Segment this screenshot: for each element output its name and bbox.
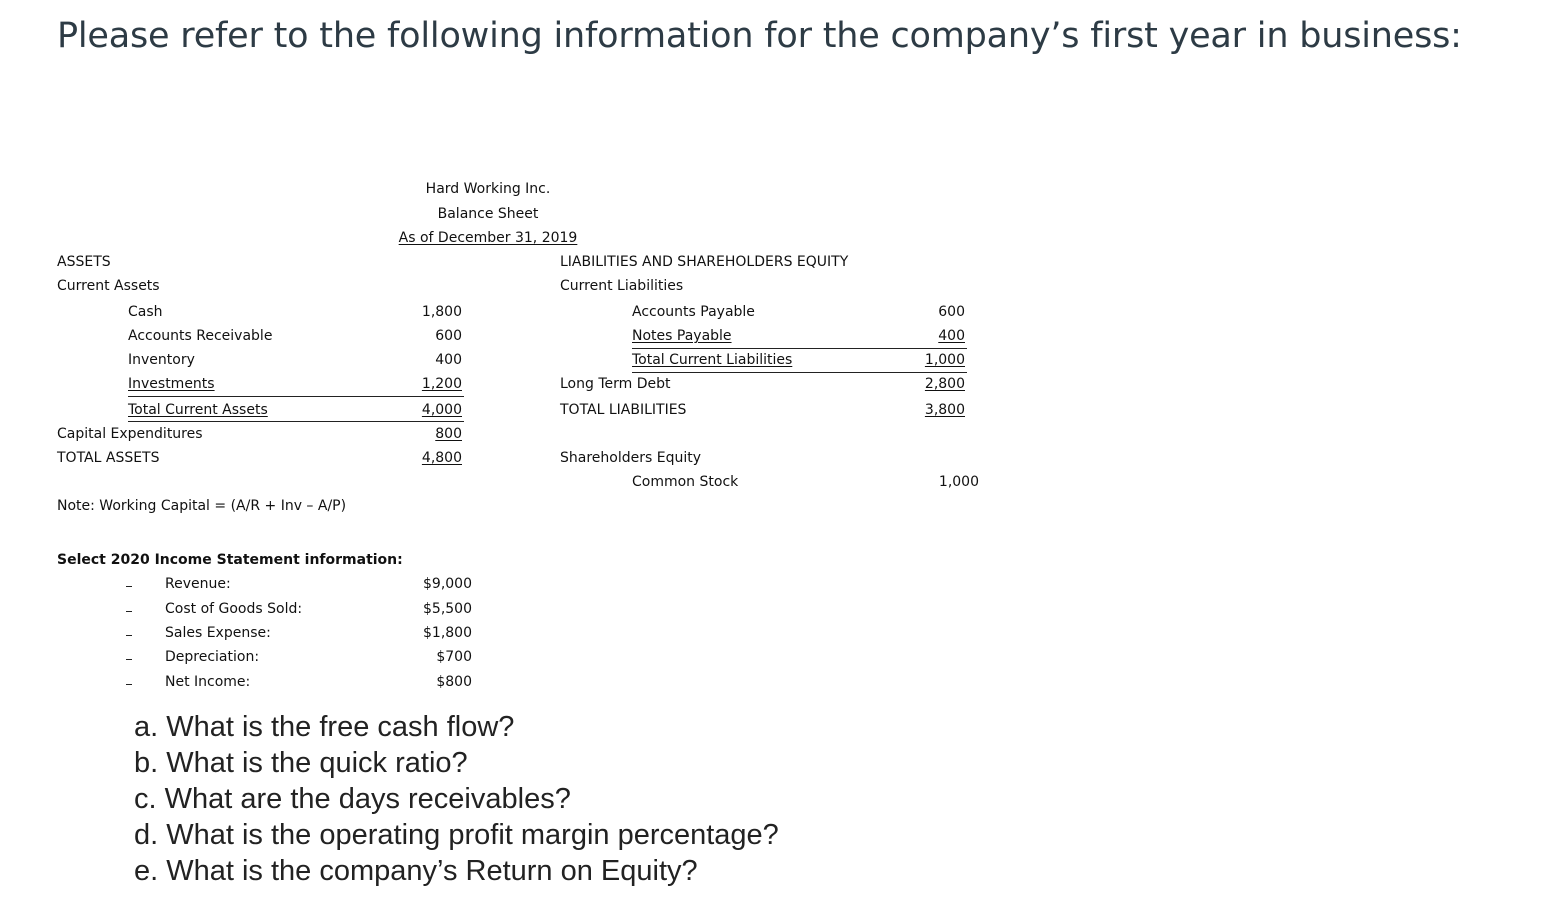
long-term-debt-value: 2,800: [924, 376, 965, 392]
total-assets-label: TOTAL ASSETS: [57, 450, 160, 466]
question-a: a. What is the free cash flow?: [134, 711, 515, 743]
capital-expenditures-value: 800: [435, 426, 462, 442]
total-liabilities-value: 3,800: [924, 402, 965, 418]
shareholders-equity-header: Shareholders Equity: [560, 450, 701, 466]
bullet-dash: [126, 586, 132, 587]
cash-value: 1,800: [421, 304, 462, 320]
depreciation-label: Depreciation:: [165, 649, 260, 665]
net-income-value: $800: [436, 674, 472, 690]
revenue-value: $9,000: [423, 576, 472, 592]
notes-payable-rule: [632, 348, 967, 349]
total-current-liabilities-value: 1,000: [924, 352, 965, 368]
sheet-date: As of December 31, 2019: [398, 230, 578, 246]
investments-rule: [128, 396, 464, 397]
total-current-liabilities-rule: [632, 372, 967, 373]
sales-expense-label: Sales Expense:: [165, 625, 271, 641]
inventory-label: Inventory: [128, 352, 195, 368]
sales-expense-value: $1,800: [423, 625, 472, 641]
net-income-label: Net Income:: [165, 674, 251, 690]
capital-expenditures-label: Capital Expenditures: [57, 426, 203, 442]
revenue-label: Revenue:: [165, 576, 231, 592]
notes-payable-value: 400: [938, 328, 965, 344]
common-stock-label: Common Stock: [632, 474, 739, 490]
company-name: Hard Working Inc.: [425, 181, 551, 197]
bullet-dash: [126, 659, 132, 660]
total-current-assets-label: Total Current Assets: [128, 402, 268, 418]
cogs-label: Cost of Goods Sold:: [165, 601, 303, 617]
working-capital-note: Note: Working Capital = (A/R + Inv – A/P): [57, 498, 347, 514]
question-b: b. What is the quick ratio?: [134, 747, 468, 779]
cash-label: Cash: [128, 304, 163, 320]
long-term-debt-label: Long Term Debt: [560, 376, 671, 392]
page-heading: Please refer to the following information for the company’s first year in business:: [57, 16, 1462, 56]
common-stock-value: 1,000: [938, 474, 979, 490]
accounts-receivable-value: 600: [435, 328, 462, 344]
accounts-payable-label: Accounts Payable: [632, 304, 755, 320]
bullet-dash: [126, 611, 132, 612]
depreciation-value: $700: [436, 649, 472, 665]
total-current-assets-value: 4,000: [421, 402, 462, 418]
investments-value: 1,200: [421, 376, 462, 392]
question-d: d. What is the operating profit margin percentage?: [134, 819, 779, 851]
question-e: e. What is the company’s Return on Equity?: [134, 855, 698, 887]
total-current-liabilities-label: Total Current Liabilities: [632, 352, 793, 368]
bullet-dash: [126, 635, 132, 636]
total-current-assets-rule: [128, 421, 464, 422]
current-liabilities-header: Current Liabilities: [560, 278, 684, 294]
current-assets-header: Current Assets: [57, 278, 160, 294]
investments-label: Investments: [128, 376, 215, 392]
notes-payable-label: Notes Payable: [632, 328, 732, 344]
cogs-value: $5,500: [423, 601, 472, 617]
accounts-payable-value: 600: [938, 304, 965, 320]
assets-header: ASSETS: [57, 254, 111, 270]
bullet-dash: [126, 684, 132, 685]
total-assets-value: 4,800: [421, 450, 462, 466]
total-liabilities-label: TOTAL LIABILITIES: [560, 402, 687, 418]
accounts-receivable-label: Accounts Receivable: [128, 328, 273, 344]
inventory-value: 400: [435, 352, 462, 368]
liabilities-header: LIABILITIES AND SHAREHOLDERS EQUITY: [560, 254, 849, 270]
income-statement-title: Select 2020 Income Statement information:: [57, 552, 403, 568]
question-c: c. What are the days receivables?: [134, 783, 571, 815]
sheet-title: Balance Sheet: [437, 206, 539, 222]
